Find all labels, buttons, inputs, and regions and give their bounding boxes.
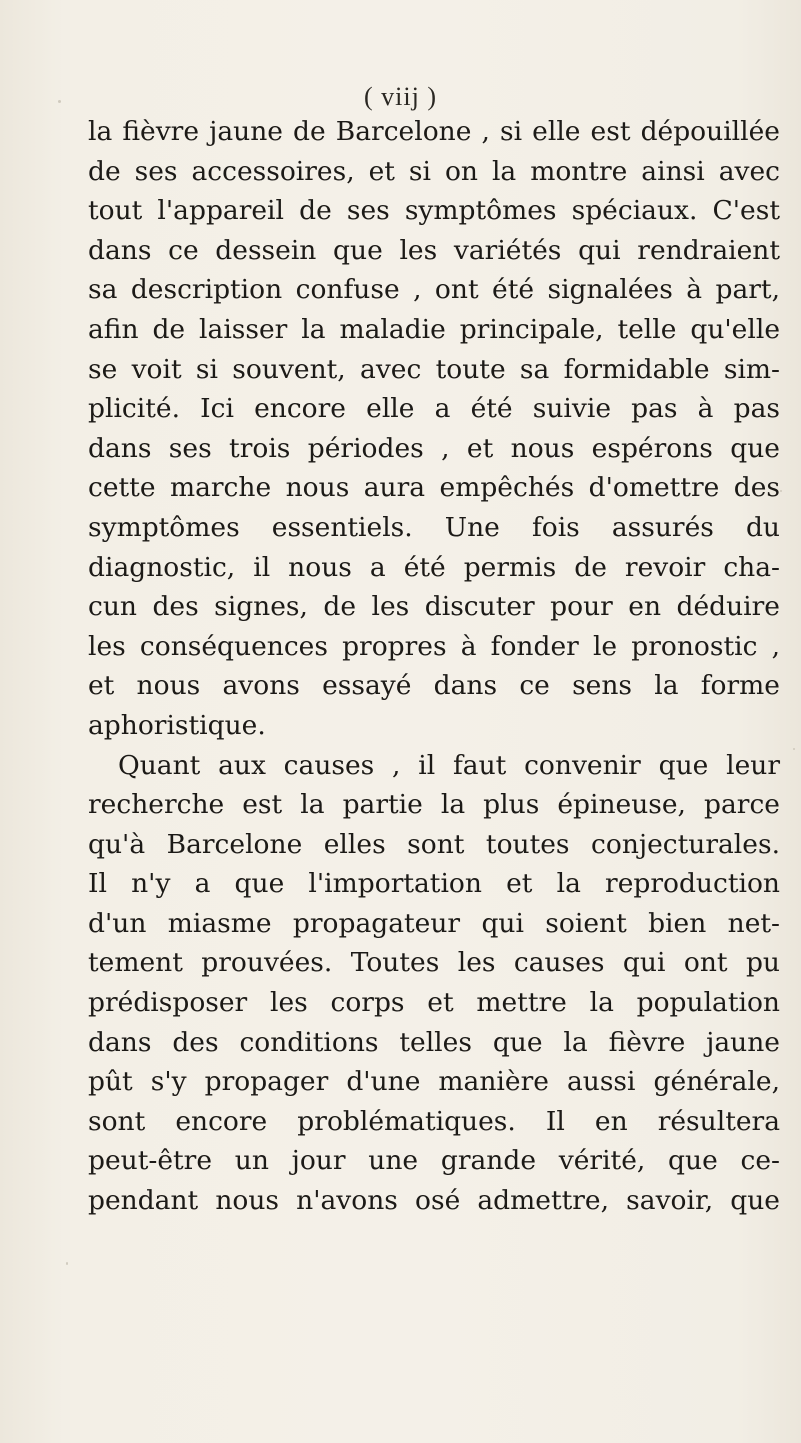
- text-line: sont encore problématiques. Il en résultera: [88, 1105, 780, 1137]
- paper-speck: [793, 748, 795, 750]
- text-line: prédisposer les corps et mettre la population: [88, 987, 780, 1019]
- paragraph-end-line: aphoristique.: [88, 709, 266, 741]
- text-line: Il n'y a que l'importation et la reproduction: [88, 868, 780, 900]
- text-line: pût s'y propager d'une manière aussi générale,: [88, 1066, 780, 1098]
- paper-speck: [66, 1262, 68, 1265]
- text-line: cun des signes, de les discuter pour en déduire: [88, 591, 780, 623]
- text-line: tement prouvées. Toutes les causes qui ont pu: [88, 947, 780, 979]
- text-line: dans des conditions telles que la fièvre jaune: [88, 1026, 780, 1058]
- text-line: tout l'appareil de ses symptômes spéciaux. C'est: [88, 195, 780, 227]
- page-number: ( viij ): [364, 82, 437, 111]
- text-line: cette marche nous aura empêchés d'omettre des: [88, 472, 780, 504]
- text-line: recherche est la partie la plus épineuse, parce: [88, 789, 780, 821]
- text-line: dans ses trois périodes , et nous espérons que: [88, 432, 780, 464]
- text-line: plicité. Ici encore elle a été suivie pas à pas: [88, 393, 780, 425]
- text-line: et nous avons essayé dans ce sens la forme: [88, 670, 780, 702]
- text-line: de ses accessoires, et si on la montre ainsi avec: [88, 155, 780, 187]
- text-line: diagnostic, il nous a été permis de revoir cha-: [88, 551, 780, 583]
- text-line: dans ce dessein que les variétés qui rendraient: [88, 234, 780, 266]
- paragraph-start-line: Quant aux causes , il faut convenir que leur: [118, 749, 780, 781]
- paper-speck: [780, 490, 782, 492]
- text-line: sa description confuse , ont été signalées à part,: [88, 274, 780, 306]
- text-line: peut-être un jour une grande vérité, que ce-: [88, 1145, 780, 1177]
- text-line: pendant nous n'avons osé admettre, savoir, que: [88, 1185, 780, 1217]
- body-text: [88, 112, 780, 1221]
- text-line: la fièvre jaune de Barcelone , si elle est dépouillée: [88, 116, 780, 147]
- paper-speck: [58, 100, 61, 103]
- text-line: qu'à Barcelone elles sont toutes conjecturales.: [88, 828, 780, 860]
- text-line: symptômes essentiels. Une fois assurés du: [88, 511, 780, 543]
- text-line: les conséquences propres à fonder le pronostic ,: [88, 630, 780, 662]
- text-line: d'un miasme propagateur qui soient bien net-: [88, 907, 780, 939]
- text-line: afin de laisser la maladie principale, telle qu'elle: [88, 313, 780, 345]
- text-line: se voit si souvent, avec toute sa formidable sim-: [88, 353, 780, 385]
